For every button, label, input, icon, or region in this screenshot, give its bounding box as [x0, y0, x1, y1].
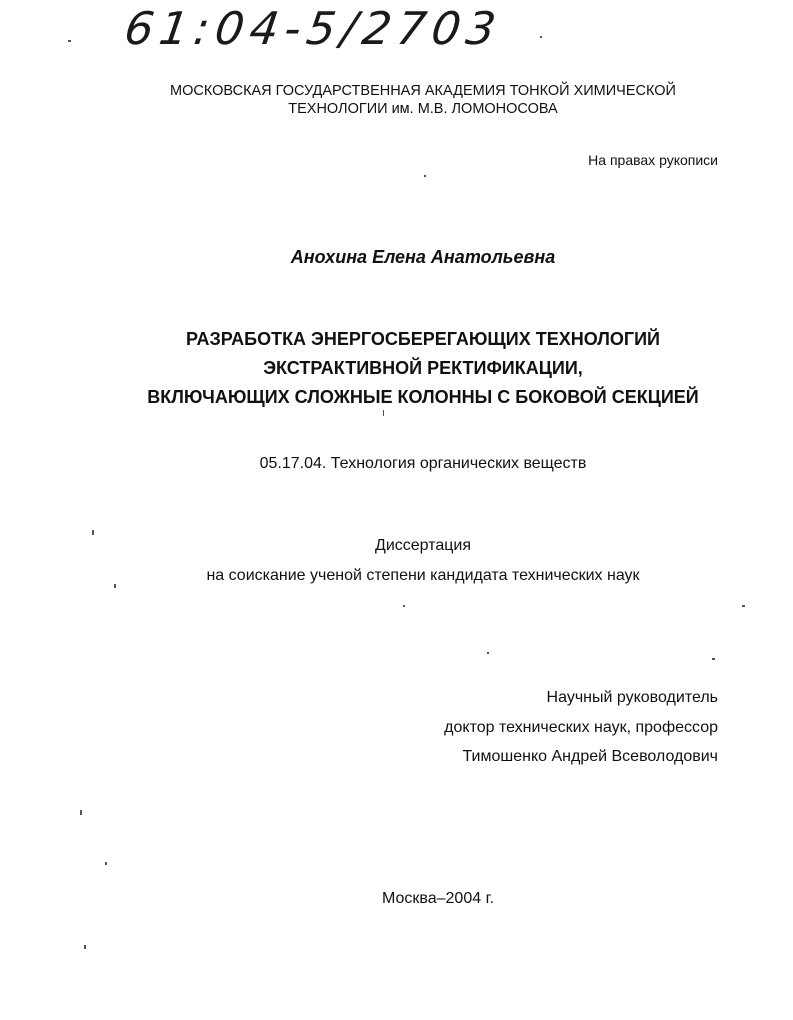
scan-speck: [742, 605, 745, 607]
rights-notice: На правах рукописи: [588, 152, 718, 168]
scan-speck: [114, 584, 116, 588]
scan-speck: [92, 530, 94, 535]
scan-speck: [68, 40, 71, 42]
author-name: Анохина Елена Анатольевна: [290, 247, 556, 267]
scan-speck: [712, 658, 715, 660]
supervisor-role: Научный руководитель: [546, 689, 718, 706]
scan-speck: [105, 862, 107, 865]
specialty-code: 05.17.04. Технология органических веществ: [259, 455, 587, 472]
scan-speck: [403, 605, 405, 607]
scan-speck: [424, 175, 426, 177]
handwritten-archive-code: 61:04-5/2703: [121, 2, 505, 55]
supervisor-name: Тимошенко Андрей Всеволодович: [462, 748, 718, 765]
title-line-1: РАЗРАБОТКА ЭНЕРГОСБЕРЕГАЮЩИХ ТЕХНОЛОГИЙ: [186, 329, 660, 349]
dissertation-title: [0, 325, 793, 412]
scan-speck: [84, 945, 86, 949]
institution-line-2: ТЕХНОЛОГИИ им. М.В. ЛОМОНОСОВА: [288, 101, 558, 117]
scan-speck: [383, 410, 384, 416]
scan-speck: [540, 36, 542, 38]
institution-header: [0, 82, 793, 118]
degree-sought: на соискание ученой степени кандидата технических наук: [206, 567, 640, 584]
supervisor-block: [444, 683, 718, 772]
title-line-3: ВКЛЮЧАЮЩИХ СЛОЖНЫЕ КОЛОННЫ С БОКОВОЙ СЕКЦИЕЙ: [147, 387, 699, 407]
dissertation-label: Диссертация: [374, 537, 472, 554]
dissertation-type: [0, 531, 793, 591]
supervisor-degree: доктор технических наук, профессор: [444, 718, 718, 736]
scan-speck: [80, 810, 82, 815]
institution-line-1: МОСКОВСКАЯ ГОСУДАРСТВЕННАЯ АКАДЕМИЯ ТОНКОЙ ХИМИЧЕСКОЙ: [170, 83, 676, 99]
title-line-2: ЭКСТРАКТИВНОЙ РЕКТИФИКАЦИИ,: [263, 358, 583, 378]
city-year: Москва–2004 г.: [382, 890, 494, 907]
scan-speck: [487, 652, 489, 654]
